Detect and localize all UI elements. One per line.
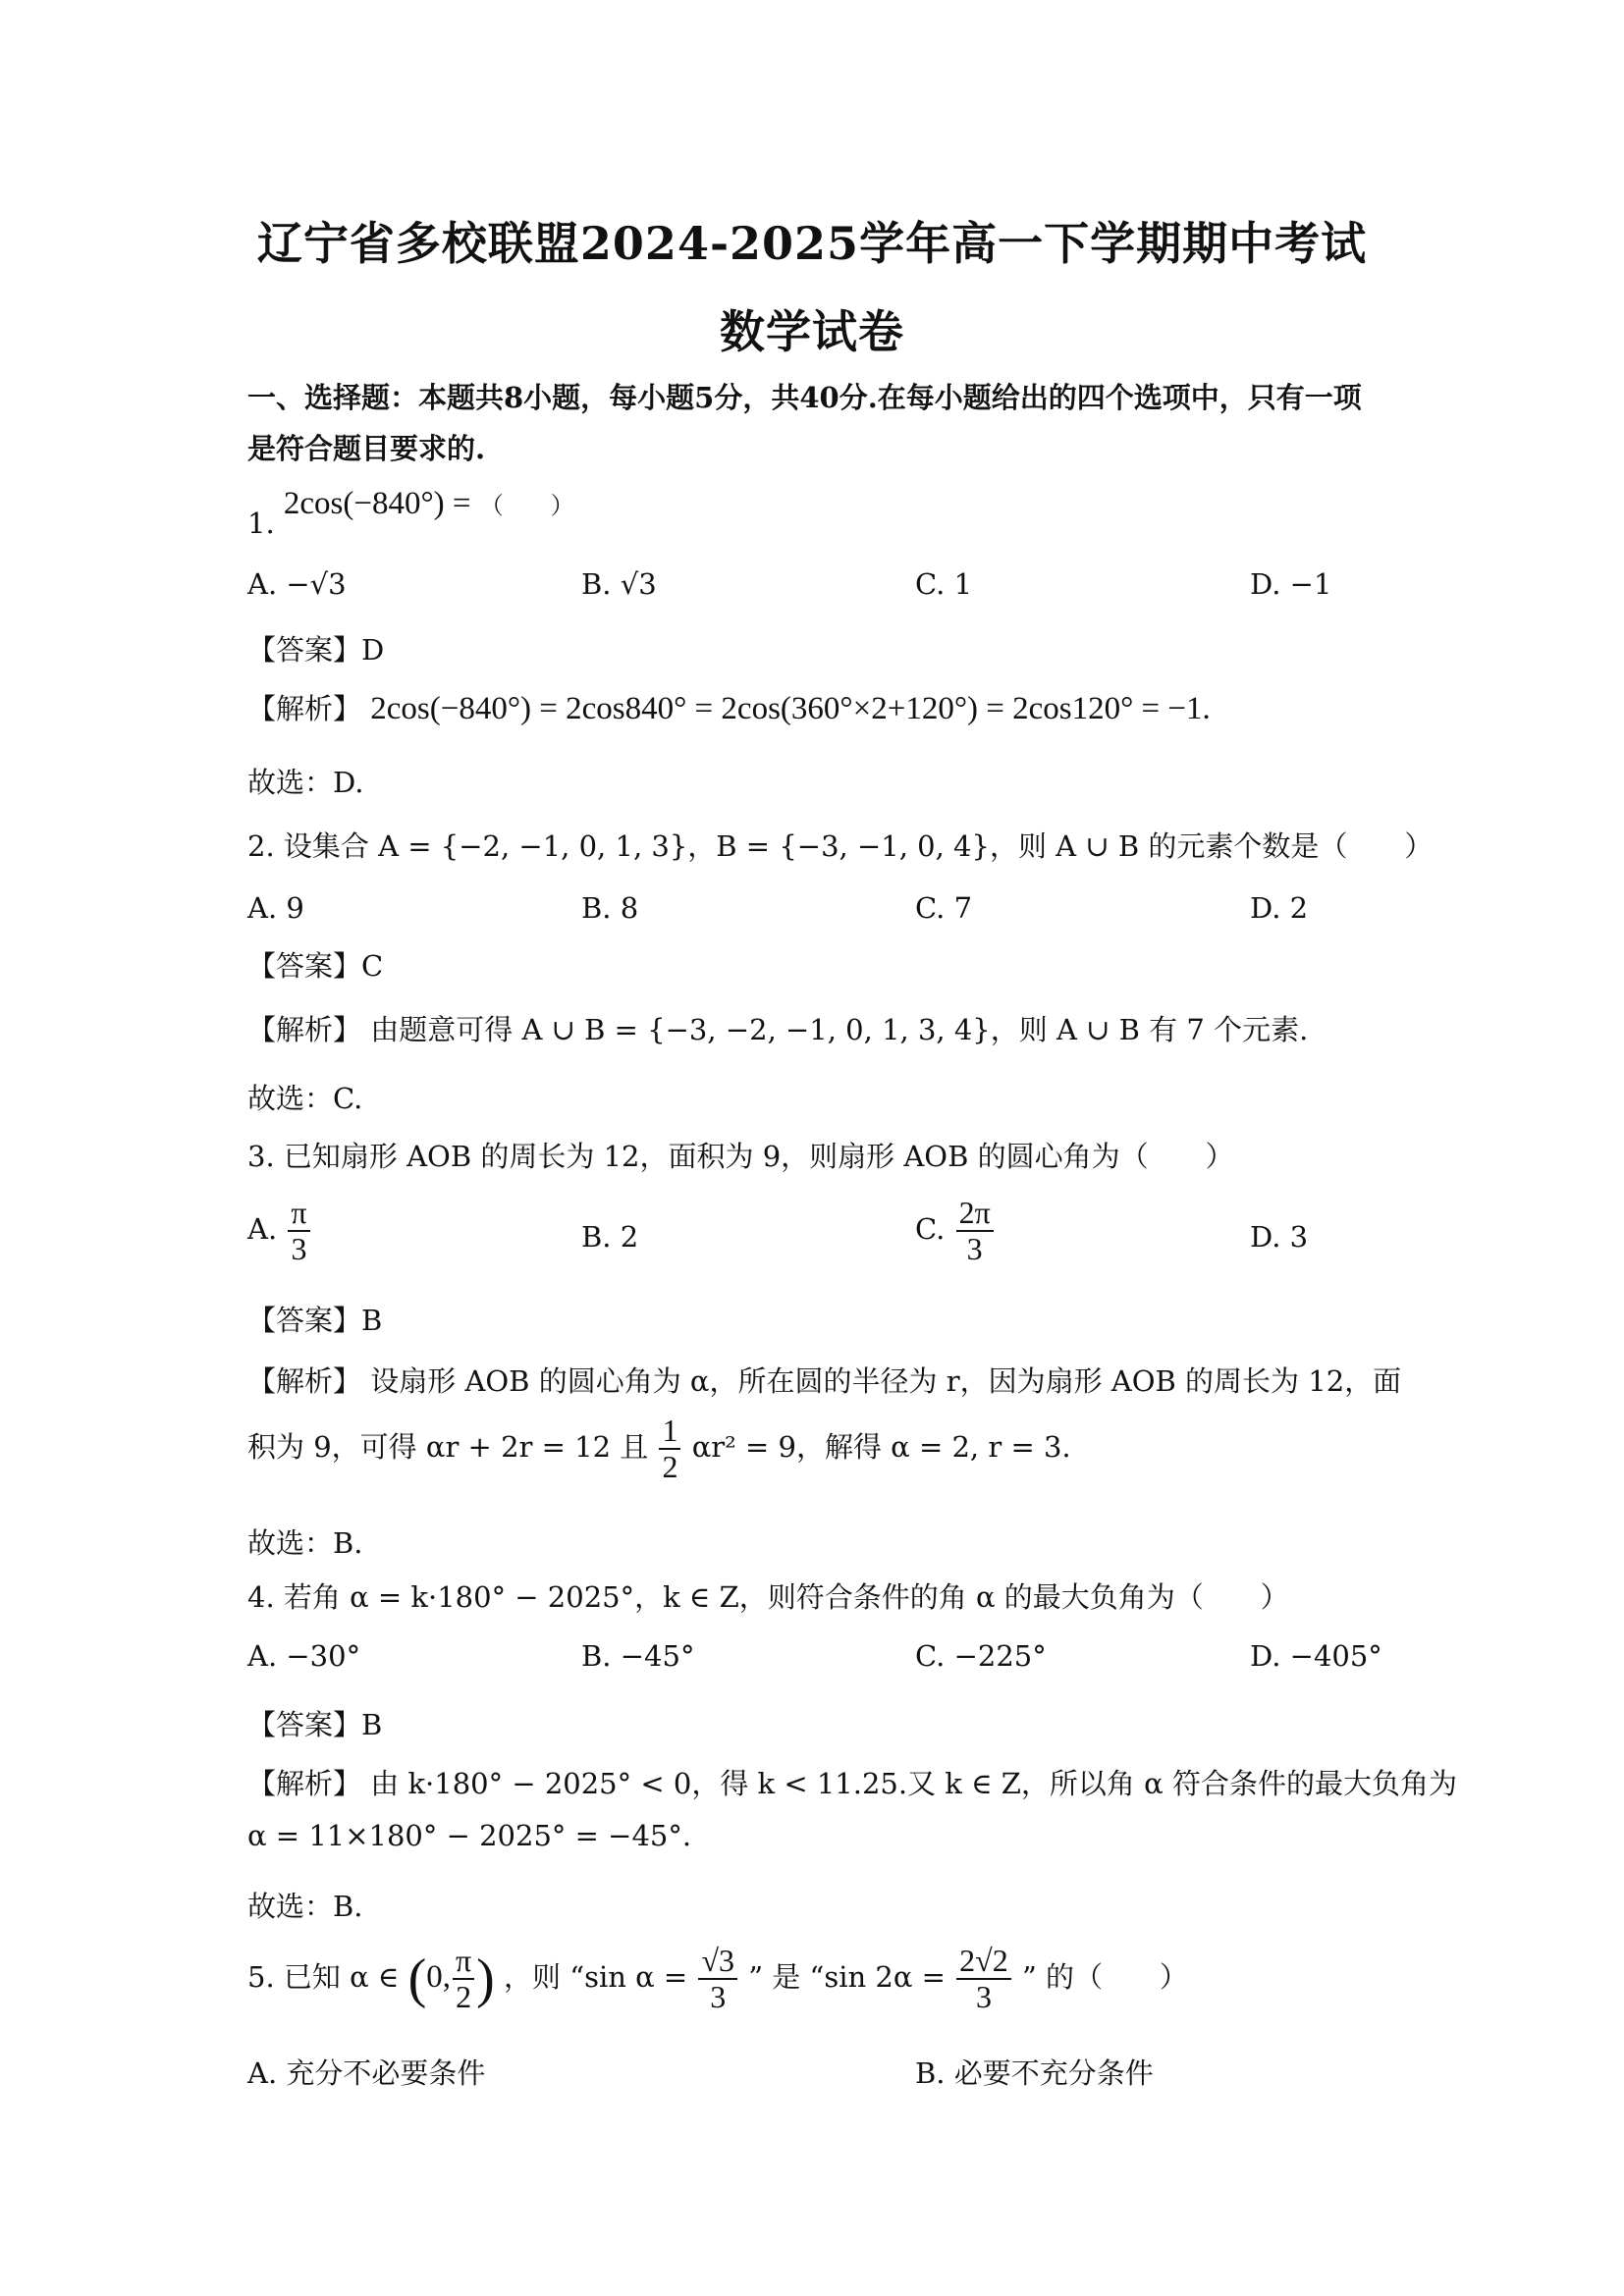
q5-option-b: B. 必要不充分条件 bbox=[915, 2056, 1154, 2090]
right-paren: ) bbox=[476, 1949, 495, 2010]
fraction-denominator: 2 bbox=[662, 1449, 678, 1485]
fraction-denominator: 2 bbox=[456, 1979, 472, 2015]
q5-suffix: ” 的（ ） bbox=[1021, 1960, 1188, 1995]
fraction-denominator: 3 bbox=[291, 1231, 307, 1267]
fraction-numerator: π bbox=[288, 1196, 309, 1232]
fraction-denominator: 3 bbox=[966, 1231, 983, 1267]
q4-option-c: C. −225° bbox=[915, 1639, 1047, 1673]
exam-subtitle: 数学试卷 bbox=[720, 305, 904, 358]
fraction-numerator: 2√2 bbox=[956, 1944, 1011, 1980]
fraction-denominator: 3 bbox=[975, 1979, 992, 2015]
q1-stem bbox=[247, 486, 574, 540]
q5-fraction-2 bbox=[956, 1944, 1011, 2014]
q3-analysis-fraction bbox=[659, 1414, 680, 1484]
q4-answer: 【答案】B bbox=[247, 1708, 383, 1741]
q3-analysis-line1: 设扇形 AOB 的圆心角为 α，所在圆的半径为 r，因为扇形 AOB 的周长为 12，面 bbox=[370, 1364, 1402, 1398]
q3-option-c-prefix: C. bbox=[915, 1212, 946, 1247]
q1-number: 1. bbox=[247, 507, 275, 540]
q1-option-a: A. −√3 bbox=[247, 567, 347, 601]
q3-option-c bbox=[915, 1196, 996, 1266]
q3-option-b: B. 2 bbox=[581, 1220, 639, 1254]
q1-option-b: B. √3 bbox=[581, 567, 657, 601]
section-heading: 一、选择题：本题共8小题，每小题5分，共40分.在每小题给出的四个选项中，只有一项 bbox=[247, 381, 1362, 414]
q1-blank: （ ） bbox=[479, 492, 574, 519]
q3-conclusion: 故选：B. bbox=[247, 1526, 363, 1560]
q3-option-d: D. 3 bbox=[1250, 1220, 1309, 1254]
q4-option-b: B. −45° bbox=[581, 1639, 695, 1673]
q3-analysis bbox=[247, 1360, 1401, 1400]
q3-analysis-label: 【解析】 bbox=[247, 1364, 362, 1398]
fraction-numerator: 1 bbox=[659, 1414, 680, 1450]
q1-expr: 2cos(−840°) = bbox=[283, 486, 471, 521]
q5-fraction-1 bbox=[698, 1944, 737, 2014]
q4-option-a: A. −30° bbox=[247, 1639, 361, 1673]
q1-answer: 【答案】D bbox=[247, 633, 385, 667]
q1-analysis-text: 2cos(−840°) = 2cos840° = 2cos(360°×2+120°) = 2cos120° = −1. bbox=[370, 691, 1211, 726]
q4-analysis bbox=[247, 1762, 1457, 1802]
q2-conclusion: 故选：C. bbox=[247, 1082, 363, 1115]
q1-option-c: C. 1 bbox=[915, 567, 973, 601]
q2-analysis-text: 由题意可得 A ∪ B = {−3, −2, −1, 0, 1, 3, 4}，则 A ∪ B 有 7 个元素. bbox=[370, 1013, 1309, 1046]
q5-mid2: ” 是 “sin 2α = bbox=[748, 1960, 946, 1995]
q1-conclusion: 故选：D. bbox=[247, 766, 364, 799]
q3-option-a bbox=[247, 1196, 312, 1266]
fraction-numerator: π bbox=[453, 1944, 474, 1980]
q5-option-a: A. 充分不必要条件 bbox=[247, 2056, 486, 2090]
q4-option-d: D. −405° bbox=[1250, 1639, 1382, 1673]
fraction-numerator: √3 bbox=[698, 1944, 737, 1980]
q3-analysis-line2b: αr² = 9，解得 α = 2, r = 3. bbox=[691, 1430, 1071, 1465]
q3-analysis-line2a: 积为 9，可得 αr + 2r = 12 且 bbox=[247, 1430, 649, 1465]
q1-analysis-label: 【解析】 bbox=[247, 692, 362, 725]
q3-answer: 【答案】B bbox=[247, 1304, 383, 1337]
q5-mid1: ，则 “sin α = bbox=[504, 1960, 688, 1995]
fraction-denominator: 3 bbox=[710, 1979, 727, 2015]
q2-analysis bbox=[247, 1008, 1308, 1048]
q4-analysis-label: 【解析】 bbox=[247, 1767, 362, 1800]
q2-option-b: B. 8 bbox=[581, 891, 639, 925]
q2-option-c: C. 7 bbox=[915, 891, 973, 925]
q2-option-d: D. 2 bbox=[1250, 891, 1309, 925]
q2-option-a: A. 9 bbox=[247, 891, 304, 925]
q5-interval-start: 0, bbox=[426, 1959, 451, 1996]
q3-option-a-prefix: A. bbox=[247, 1212, 278, 1247]
q5-prefix: 5. 已知 α ∈ bbox=[247, 1960, 400, 1995]
q4-analysis-cont: α = 11×180° − 2025° = −45°. bbox=[247, 1819, 692, 1852]
q1-option-d: D. −1 bbox=[1250, 567, 1332, 601]
q4-stem: 4. 若角 α = k·180° − 2025°，k ∈ Z，则符合条件的角 α 的最大负角为（ ） bbox=[247, 1580, 1289, 1614]
section-heading-cont: 是符合题目要求的. bbox=[247, 432, 486, 465]
q3-option-c-fraction bbox=[956, 1196, 994, 1266]
q3-option-a-fraction bbox=[288, 1196, 309, 1266]
left-paren: ( bbox=[407, 1949, 427, 2010]
q4-conclusion: 故选：B. bbox=[247, 1890, 363, 1923]
fraction-numerator: 2π bbox=[956, 1196, 994, 1232]
q3-stem: 3. 已知扇形 AOB 的周长为 12，面积为 9，则扇形 AOB 的圆心角为（ ） bbox=[247, 1140, 1234, 1173]
q2-stem: 2. 设集合 A = {−2, −1, 0, 1, 3}，B = {−3, −1, 0, 4}，则 A ∪ B 的元素个数是（ ） bbox=[247, 829, 1434, 863]
q3-analysis-cont bbox=[247, 1414, 1071, 1484]
q4-analysis-line1: 由 k·180° − 2025° < 0，得 k < 11.25.又 k ∈ Z，所以角 α 符合条件的最大负角为 bbox=[370, 1767, 1457, 1800]
q5-interval-fraction bbox=[453, 1944, 474, 2014]
q1-analysis bbox=[247, 687, 1211, 727]
q2-analysis-label: 【解析】 bbox=[247, 1013, 362, 1046]
q2-answer: 【答案】C bbox=[247, 949, 384, 983]
q5-stem bbox=[247, 1944, 1188, 2014]
exam-title: 辽宁省多校联盟2024-2025学年高一下学期期中考试 bbox=[256, 217, 1368, 270]
